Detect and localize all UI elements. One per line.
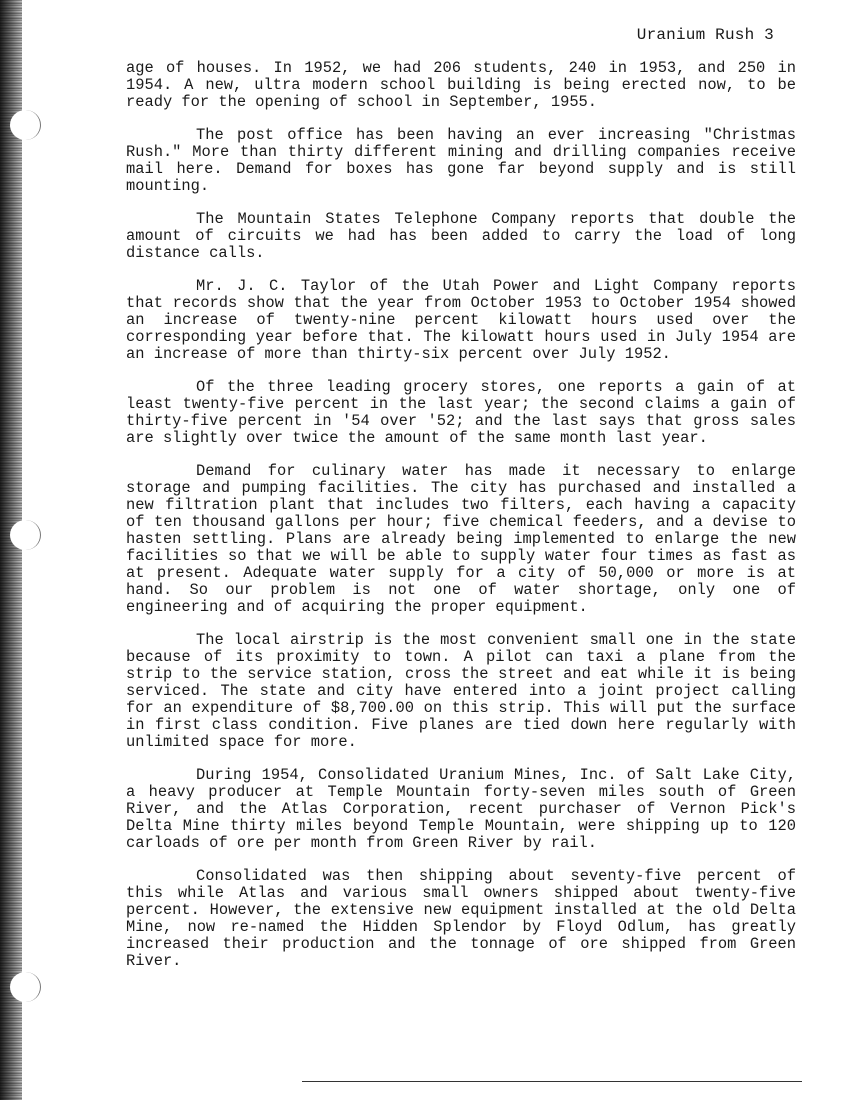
scan-binding-edge xyxy=(0,0,22,1100)
paragraph-water: Demand for culinary water has made it necessary to enlarge storage and pumping facilities. The city has purchased and installed a new filtration plant that includes two filters, each having a capacity of ten thousand gallons per hour; five chemical feeders, and a devise to hasten settling. Plans are already being implemented to enlarge the new facilities so that we will be able to supply water four times as fast as at present. Adequate water supply for a city of 50,000 or more is at hand. So our problem is not one of water shortage, only one of engineering and of acquiring the proper equipment. xyxy=(126,462,796,616)
paragraph-telephone: The Mountain States Telephone Company reports that double the amount of circuits we had has been added to carry the load of long distance calls. xyxy=(126,210,796,262)
running-header: Uranium Rush 3 xyxy=(636,26,774,44)
punch-hole xyxy=(10,520,41,550)
paragraph-shipping: Consolidated was then shipping about seventy-five percent of this while Atlas and various small owners shipped about twenty-five percent. However, the extensive new equipment installed at the old Delta Mine, now re-named the Hidden Splendor by Floyd Odlum, has greatly increased their production and the tonnage of ore shipped from Green River. xyxy=(126,867,796,970)
paragraph-uranium-mines: During 1954, Consolidated Uranium Mines, Inc. of Salt Lake City, a heavy producer at Temple Mountain forty-seven miles south of Green River, and the Atlas Corporation, recent purchaser of Vernon Pick's Delta Mine thirty miles beyond Temple Mountain, were shipping up to 120 carloads of ore per month from Green River by rail. xyxy=(126,766,796,852)
paragraph-schools: age of houses. In 1952, we had 206 students, 240 in 1953, and 250 in 1954. A new, ultra modern school building is being erected now, to be ready for the opening of school in September, 1955. xyxy=(126,59,796,111)
body-text xyxy=(126,60,796,986)
paragraph-power: Mr. J. C. Taylor of the Utah Power and Light Company reports that records show that the year from October 1953 to October 1954 showed an increase of twenty-nine percent kilowatt hours used over the corresponding year before that. The kilowatt hours used in July 1954 are an increase of more than thirty-six percent over July 1952. xyxy=(126,277,796,363)
paragraph-post-office: The post office has been having an ever increasing "Christmas Rush." More than thirty different mining and drilling companies receive mail here. Demand for boxes has gone far beyond supply and is still mounting. xyxy=(126,126,796,195)
footer-rule xyxy=(302,1081,802,1082)
punch-hole xyxy=(10,972,41,1002)
paragraph-grocery: Of the three leading grocery stores, one reports a gain of at least twenty-five percent in the last year; the second claims a gain of thirty-five percent in '54 over '52; and the last says that gross sales are slightly over twice the amount of the same month last year. xyxy=(126,378,796,447)
paragraph-airstrip: The local airstrip is the most convenient small one in the state because of its proximity to town. A pilot can taxi a plane from the strip to the service station, cross the street and eat while it is being serviced. The state and city have entered into a joint project calling for an expenditure of $8,700.00 on this strip. This will put the surface in first class condition. Five planes are tied down here regularly with unlimited space for more. xyxy=(126,631,796,751)
punch-hole xyxy=(10,110,41,140)
